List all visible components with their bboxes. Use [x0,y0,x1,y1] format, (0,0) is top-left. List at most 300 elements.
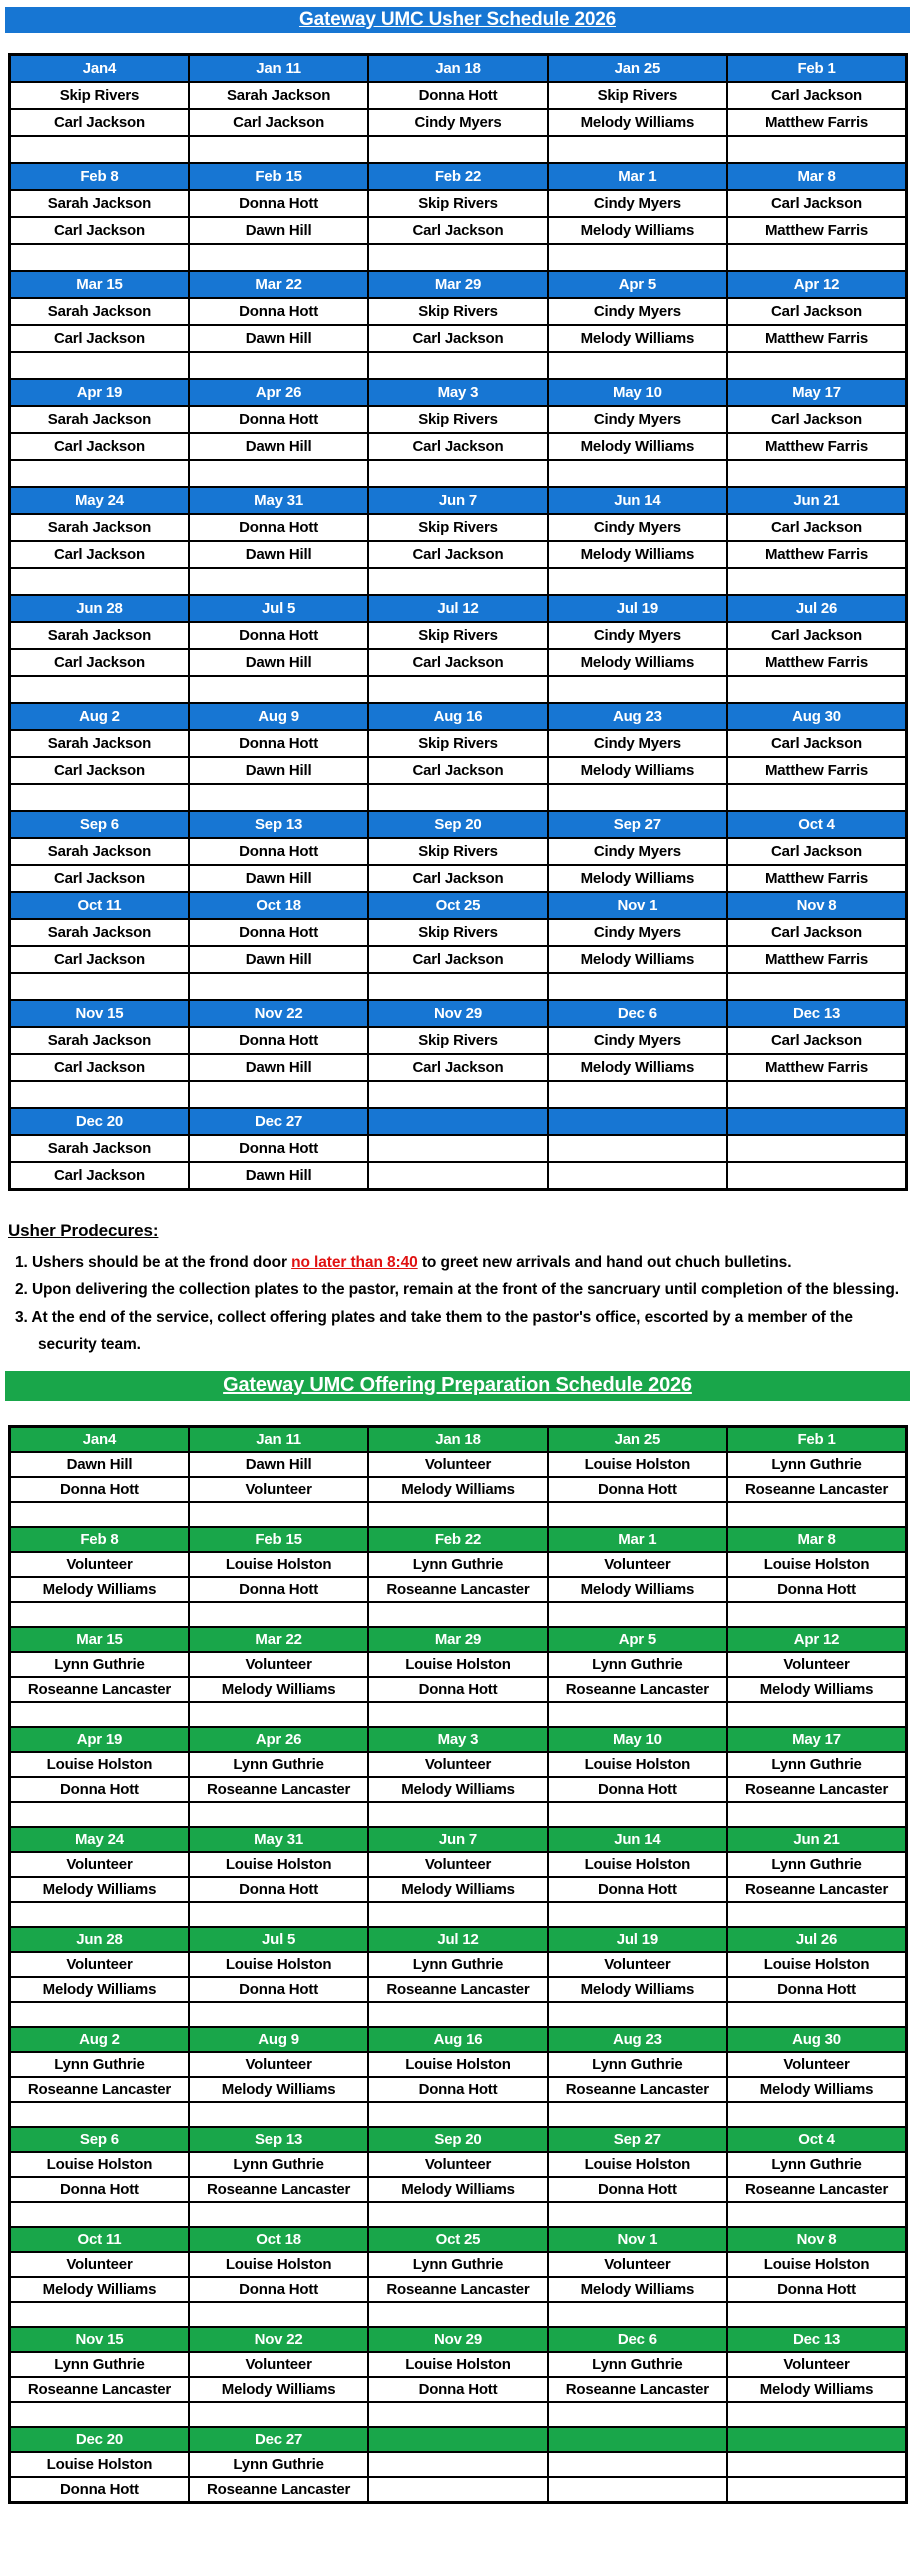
blank-cell [727,784,906,811]
name-cell: Sarah Jackson [10,622,189,649]
name-cell: Dawn Hill [189,1162,368,1190]
date-cell: Sep 6 [10,2127,189,2152]
name-cell: Donna Hott [727,1977,906,2002]
name-cell: Louise Holston [548,1452,727,1477]
name-cell: Louise Holston [548,1752,727,1777]
name-cell: Roseanne Lancaster [727,1477,906,1502]
date-cell: Jun 28 [10,595,189,622]
date-cell: Feb 8 [10,1527,189,1552]
date-cell: Apr 19 [10,1727,189,1752]
date-cell: Mar 1 [548,163,727,190]
blank-cell [10,568,189,595]
name-cell: Carl Jackson [368,1054,547,1081]
name-cell: Louise Holston [548,1852,727,1877]
blank-cell [368,973,547,1000]
name-cell: Carl Jackson [368,946,547,973]
name-cell: Melody Williams [368,2177,547,2202]
name-cell: Roseanne Lancaster [10,2077,189,2102]
name-cell: Matthew Farris [727,325,906,352]
name-cell: Dawn Hill [189,649,368,676]
name-cell: Cindy Myers [548,514,727,541]
name-cell: Volunteer [548,1952,727,1977]
name-cell: Skip Rivers [368,514,547,541]
date-cell: Apr 26 [189,379,368,406]
name-cell: Carl Jackson [10,217,189,244]
date-cell: Nov 8 [727,892,906,919]
name-cell: Volunteer [727,2052,906,2077]
name-cell: Volunteer [368,1852,547,1877]
blank-cell [727,2102,906,2127]
name-cell: Louise Holston [368,2352,547,2377]
name-row [10,2052,907,2077]
name-cell [368,2452,547,2477]
date-cell: Jun 7 [368,487,547,514]
date-header-row [10,55,907,83]
name-cell: Volunteer [189,1477,368,1502]
date-cell: Jan 18 [368,1426,547,1452]
blank-cell [10,352,189,379]
date-cell: Oct 4 [727,2127,906,2152]
name-cell: Skip Rivers [368,190,547,217]
usher-schedule-title-bar [5,7,910,33]
blank-cell [727,2202,906,2227]
date-cell: Mar 15 [10,271,189,298]
name-cell: Carl Jackson [368,433,547,460]
date-cell [727,1108,906,1135]
date-cell: Dec 27 [189,1108,368,1135]
date-cell: Apr 19 [10,379,189,406]
name-row [10,514,907,541]
blank-cell [10,2402,189,2427]
name-cell: Sarah Jackson [10,406,189,433]
name-cell: Carl Jackson [368,541,547,568]
date-cell: Apr 5 [548,271,727,298]
date-cell: Feb 15 [189,163,368,190]
name-cell: Donna Hott [548,1477,727,1502]
name-cell: Donna Hott [189,406,368,433]
date-header-row [10,1000,907,1027]
name-row [10,838,907,865]
date-cell: Feb 1 [727,55,906,83]
name-cell: Cindy Myers [548,1027,727,1054]
name-cell: Donna Hott [189,514,368,541]
name-cell: Carl Jackson [727,730,906,757]
date-cell: Mar 15 [10,1627,189,1652]
name-cell: Louise Holston [368,1652,547,1677]
date-cell: May 24 [10,487,189,514]
blank-cell [10,1502,189,1527]
date-cell: Jun 21 [727,1827,906,1852]
name-cell: Roseanne Lancaster [368,1577,547,1602]
blank-cell [548,1902,727,1927]
date-cell: May 31 [189,1827,368,1852]
procedure-3-number: 3. [15,1308,28,1326]
date-cell: Jul 19 [548,595,727,622]
name-cell: Melody Williams [548,541,727,568]
date-cell: Mar 29 [368,271,547,298]
blank-row [10,352,907,379]
date-cell: Feb 22 [368,163,547,190]
blank-row [10,1502,907,1527]
name-cell: Louise Holston [189,2252,368,2277]
date-cell: Feb 1 [727,1426,906,1452]
name-cell: Matthew Farris [727,946,906,973]
date-cell: Jan4 [10,1426,189,1452]
name-cell: Melody Williams [10,1877,189,1902]
name-cell: Carl Jackson [727,514,906,541]
name-cell: Skip Rivers [368,730,547,757]
name-cell: Lynn Guthrie [727,2152,906,2177]
date-cell: Sep 13 [189,811,368,838]
name-cell: Lynn Guthrie [368,1952,547,1977]
name-row [10,865,907,892]
name-cell: Louise Holston [727,1552,906,1577]
name-cell: Donna Hott [10,2477,189,2503]
blank-cell [548,676,727,703]
blank-cell [10,136,189,163]
name-cell: Melody Williams [548,1054,727,1081]
date-cell: Jan 11 [189,1426,368,1452]
date-cell: Mar 8 [727,1527,906,1552]
date-cell: Jul 26 [727,1927,906,1952]
blank-cell [189,676,368,703]
name-cell: Carl Jackson [727,298,906,325]
blank-row [10,676,907,703]
name-cell: Lynn Guthrie [189,2152,368,2177]
name-cell: Carl Jackson [189,109,368,136]
name-cell: Melody Williams [727,1677,906,1702]
name-cell: Carl Jackson [368,217,547,244]
date-cell: Nov 1 [548,2227,727,2252]
date-cell [727,2427,906,2452]
name-row [10,649,907,676]
date-cell: Aug 30 [727,703,906,730]
name-row [10,406,907,433]
name-cell: Louise Holston [727,1952,906,1977]
name-row [10,757,907,784]
name-cell [368,2477,547,2503]
name-cell: Donna Hott [10,1477,189,1502]
blank-cell [189,784,368,811]
date-cell: Mar 29 [368,1627,547,1652]
blank-cell [548,568,727,595]
usher-procedures-heading: Usher Prodecures: [8,1221,159,1240]
name-cell: Volunteer [368,2152,547,2177]
procedure-2-text: Upon delivering the collection plates to the pastor, remain at the front of the sancruary until completion of the blessing. [31,1281,899,1298]
name-row [10,82,907,109]
blank-cell [368,568,547,595]
blank-cell [548,784,727,811]
name-row [10,2277,907,2302]
blank-row [10,2102,907,2127]
date-cell: Jun 28 [10,1927,189,1952]
name-cell: Carl Jackson [368,649,547,676]
name-cell: Matthew Farris [727,649,906,676]
blank-cell [189,1502,368,1527]
name-cell: Carl Jackson [727,190,906,217]
name-cell: Roseanne Lancaster [189,1777,368,1802]
name-cell: Carl Jackson [727,919,906,946]
date-header-row [10,892,907,919]
blank-cell [10,244,189,271]
date-cell: Jan 18 [368,55,547,83]
name-cell: Melody Williams [548,757,727,784]
name-cell: Lynn Guthrie [548,2352,727,2377]
blank-cell [10,1702,189,1727]
date-cell: Jun 21 [727,487,906,514]
name-cell: Melody Williams [548,865,727,892]
procedure-1-number: 1. [15,1253,28,1271]
date-cell: Dec 13 [727,2327,906,2352]
blank-cell [368,1702,547,1727]
name-cell: Lynn Guthrie [189,2452,368,2477]
blank-cell [368,1502,547,1527]
blank-cell [189,460,368,487]
blank-cell [368,1081,547,1108]
date-cell: Oct 18 [189,2227,368,2252]
name-cell: Louise Holston [189,1952,368,1977]
blank-cell [548,973,727,1000]
name-cell: Louise Holston [10,2452,189,2477]
name-cell: Volunteer [548,2252,727,2277]
name-cell: Skip Rivers [548,82,727,109]
name-cell: Roseanne Lancaster [368,1977,547,2002]
date-cell: May 10 [548,1727,727,1752]
date-cell: Jun 7 [368,1827,547,1852]
blank-cell [368,2302,547,2327]
blank-cell [548,2402,727,2427]
blank-cell [548,2002,727,2027]
blank-cell [548,352,727,379]
date-cell: Jul 12 [368,1927,547,1952]
name-cell: Carl Jackson [727,1027,906,1054]
date-header-row [10,2427,907,2452]
name-cell [727,2452,906,2477]
name-row [10,1852,907,1877]
name-cell: Dawn Hill [189,865,368,892]
name-row [10,1477,907,1502]
blank-cell [368,676,547,703]
blank-cell [10,784,189,811]
name-row [10,325,907,352]
name-cell [548,1162,727,1190]
name-cell: Melody Williams [10,2277,189,2302]
name-cell: Melody Williams [727,2377,906,2402]
name-cell: Dawn Hill [189,757,368,784]
name-cell: Volunteer [10,1852,189,1877]
name-cell: Carl Jackson [10,433,189,460]
blank-cell [189,2102,368,2127]
name-cell: Roseanne Lancaster [189,2177,368,2202]
name-cell: Melody Williams [189,1677,368,1702]
name-cell [368,1135,547,1162]
name-cell: Melody Williams [368,1877,547,1902]
name-cell: Sarah Jackson [10,1027,189,1054]
name-cell: Donna Hott [189,190,368,217]
date-cell: Nov 15 [10,2327,189,2352]
name-cell: Lynn Guthrie [10,1652,189,1677]
name-cell: Carl Jackson [10,1054,189,1081]
name-cell: Donna Hott [10,1777,189,1802]
name-row [10,2177,907,2202]
date-cell [548,1108,727,1135]
blank-row [10,136,907,163]
name-cell: Roseanne Lancaster [727,1777,906,1802]
date-cell: Apr 12 [727,1627,906,1652]
name-cell: Carl Jackson [368,325,547,352]
date-header-row [10,271,907,298]
date-cell: Sep 20 [368,2127,547,2152]
name-cell: Volunteer [727,1652,906,1677]
date-cell: Dec 20 [10,1108,189,1135]
offering-schedule-title: Gateway UMC Offering Preparation Schedule 2026 [223,1374,692,1396]
blank-row [10,973,907,1000]
date-cell: Oct 25 [368,892,547,919]
blank-cell [10,676,189,703]
date-header-row [10,595,907,622]
name-cell [727,1135,906,1162]
blank-row [10,2002,907,2027]
blank-cell [368,1802,547,1827]
procedure-item-1 [8,1249,900,1277]
date-header-row [10,379,907,406]
blank-cell [548,1602,727,1627]
name-cell: Donna Hott [368,82,547,109]
blank-cell [189,244,368,271]
date-cell: Feb 22 [368,1527,547,1552]
name-cell: Roseanne Lancaster [368,2277,547,2302]
name-cell: Melody Williams [548,2277,727,2302]
name-cell: Cindy Myers [368,109,547,136]
blank-cell [548,1702,727,1727]
name-cell: Donna Hott [368,2077,547,2102]
name-cell: Dawn Hill [189,433,368,460]
blank-cell [10,2202,189,2227]
name-cell: Dawn Hill [189,1054,368,1081]
name-cell: Carl Jackson [10,757,189,784]
blank-cell [548,1802,727,1827]
date-header-row [10,703,907,730]
blank-cell [727,136,906,163]
blank-cell [189,2302,368,2327]
offering-schedule-table [8,1425,908,2504]
blank-cell [189,2002,368,2027]
name-cell: Carl Jackson [727,406,906,433]
name-cell: Louise Holston [189,1852,368,1877]
date-header-row [10,1827,907,1852]
name-cell: Sarah Jackson [10,838,189,865]
name-cell: Sarah Jackson [10,919,189,946]
name-cell: Carl Jackson [10,541,189,568]
date-cell: Aug 16 [368,2027,547,2052]
name-cell: Dawn Hill [189,541,368,568]
date-cell: May 10 [548,379,727,406]
usher-procedures [8,1217,900,1359]
name-cell: Roseanne Lancaster [548,2377,727,2402]
date-cell: Jul 12 [368,595,547,622]
blank-row [10,2402,907,2427]
date-cell: Jul 5 [189,1927,368,1952]
name-cell: Donna Hott [189,1135,368,1162]
name-cell: Dawn Hill [189,217,368,244]
name-cell [548,1135,727,1162]
name-cell: Donna Hott [189,1027,368,1054]
name-cell: Cindy Myers [548,622,727,649]
date-cell: Oct 11 [10,2227,189,2252]
date-cell: Oct 11 [10,892,189,919]
name-cell [368,1162,547,1190]
date-header-row [10,163,907,190]
blank-cell [10,973,189,1000]
date-header-row [10,2327,907,2352]
date-cell: Sep 6 [10,811,189,838]
name-cell: Carl Jackson [368,757,547,784]
procedure-3-text: At the end of the service, collect offering plates and take them to the pastor's office, escorted by a member of the security team. [31,1308,853,1353]
name-cell: Sarah Jackson [10,730,189,757]
date-cell: Jul 5 [189,595,368,622]
name-cell: Melody Williams [548,433,727,460]
name-cell: Skip Rivers [368,1027,547,1054]
name-row [10,1752,907,1777]
name-row [10,1877,907,1902]
name-row [10,2077,907,2102]
offering-schedule-title-bar [5,1371,910,1401]
name-cell: Melody Williams [10,1977,189,2002]
name-row [10,541,907,568]
name-cell: Melody Williams [548,1977,727,2002]
name-row [10,2352,907,2377]
name-cell: Skip Rivers [368,919,547,946]
date-cell: May 24 [10,1827,189,1852]
name-row [10,1135,907,1162]
name-cell: Matthew Farris [727,541,906,568]
name-row [10,1777,907,1802]
name-row [10,1577,907,1602]
date-header-row [10,2227,907,2252]
date-cell: Jan4 [10,55,189,83]
name-row [10,1162,907,1190]
name-cell: Dawn Hill [10,1452,189,1477]
name-cell: Volunteer [10,2252,189,2277]
date-cell: Jun 14 [548,1827,727,1852]
blank-cell [10,2002,189,2027]
date-cell: Aug 30 [727,2027,906,2052]
name-cell: Donna Hott [548,2177,727,2202]
blank-cell [189,136,368,163]
name-cell: Carl Jackson [10,865,189,892]
name-cell: Volunteer [189,2352,368,2377]
name-cell: Donna Hott [368,2377,547,2402]
name-row [10,2377,907,2402]
date-cell: Nov 29 [368,2327,547,2352]
procedure-1-text-post: to greet new arrivals and hand out chuch bulletins. [417,1253,792,1271]
name-cell: Roseanne Lancaster [10,2377,189,2402]
name-cell: Carl Jackson [727,838,906,865]
date-cell: Feb 8 [10,163,189,190]
name-cell: Melody Williams [368,1777,547,1802]
blank-cell [368,352,547,379]
name-cell: Carl Jackson [727,622,906,649]
blank-cell [727,244,906,271]
name-cell: Lynn Guthrie [727,1752,906,1777]
date-cell: Jul 26 [727,595,906,622]
name-cell: Dawn Hill [189,1452,368,1477]
name-cell: Louise Holston [727,2252,906,2277]
name-cell: Sarah Jackson [10,1135,189,1162]
blank-cell [368,136,547,163]
name-row [10,2452,907,2477]
date-cell: Mar 22 [189,271,368,298]
